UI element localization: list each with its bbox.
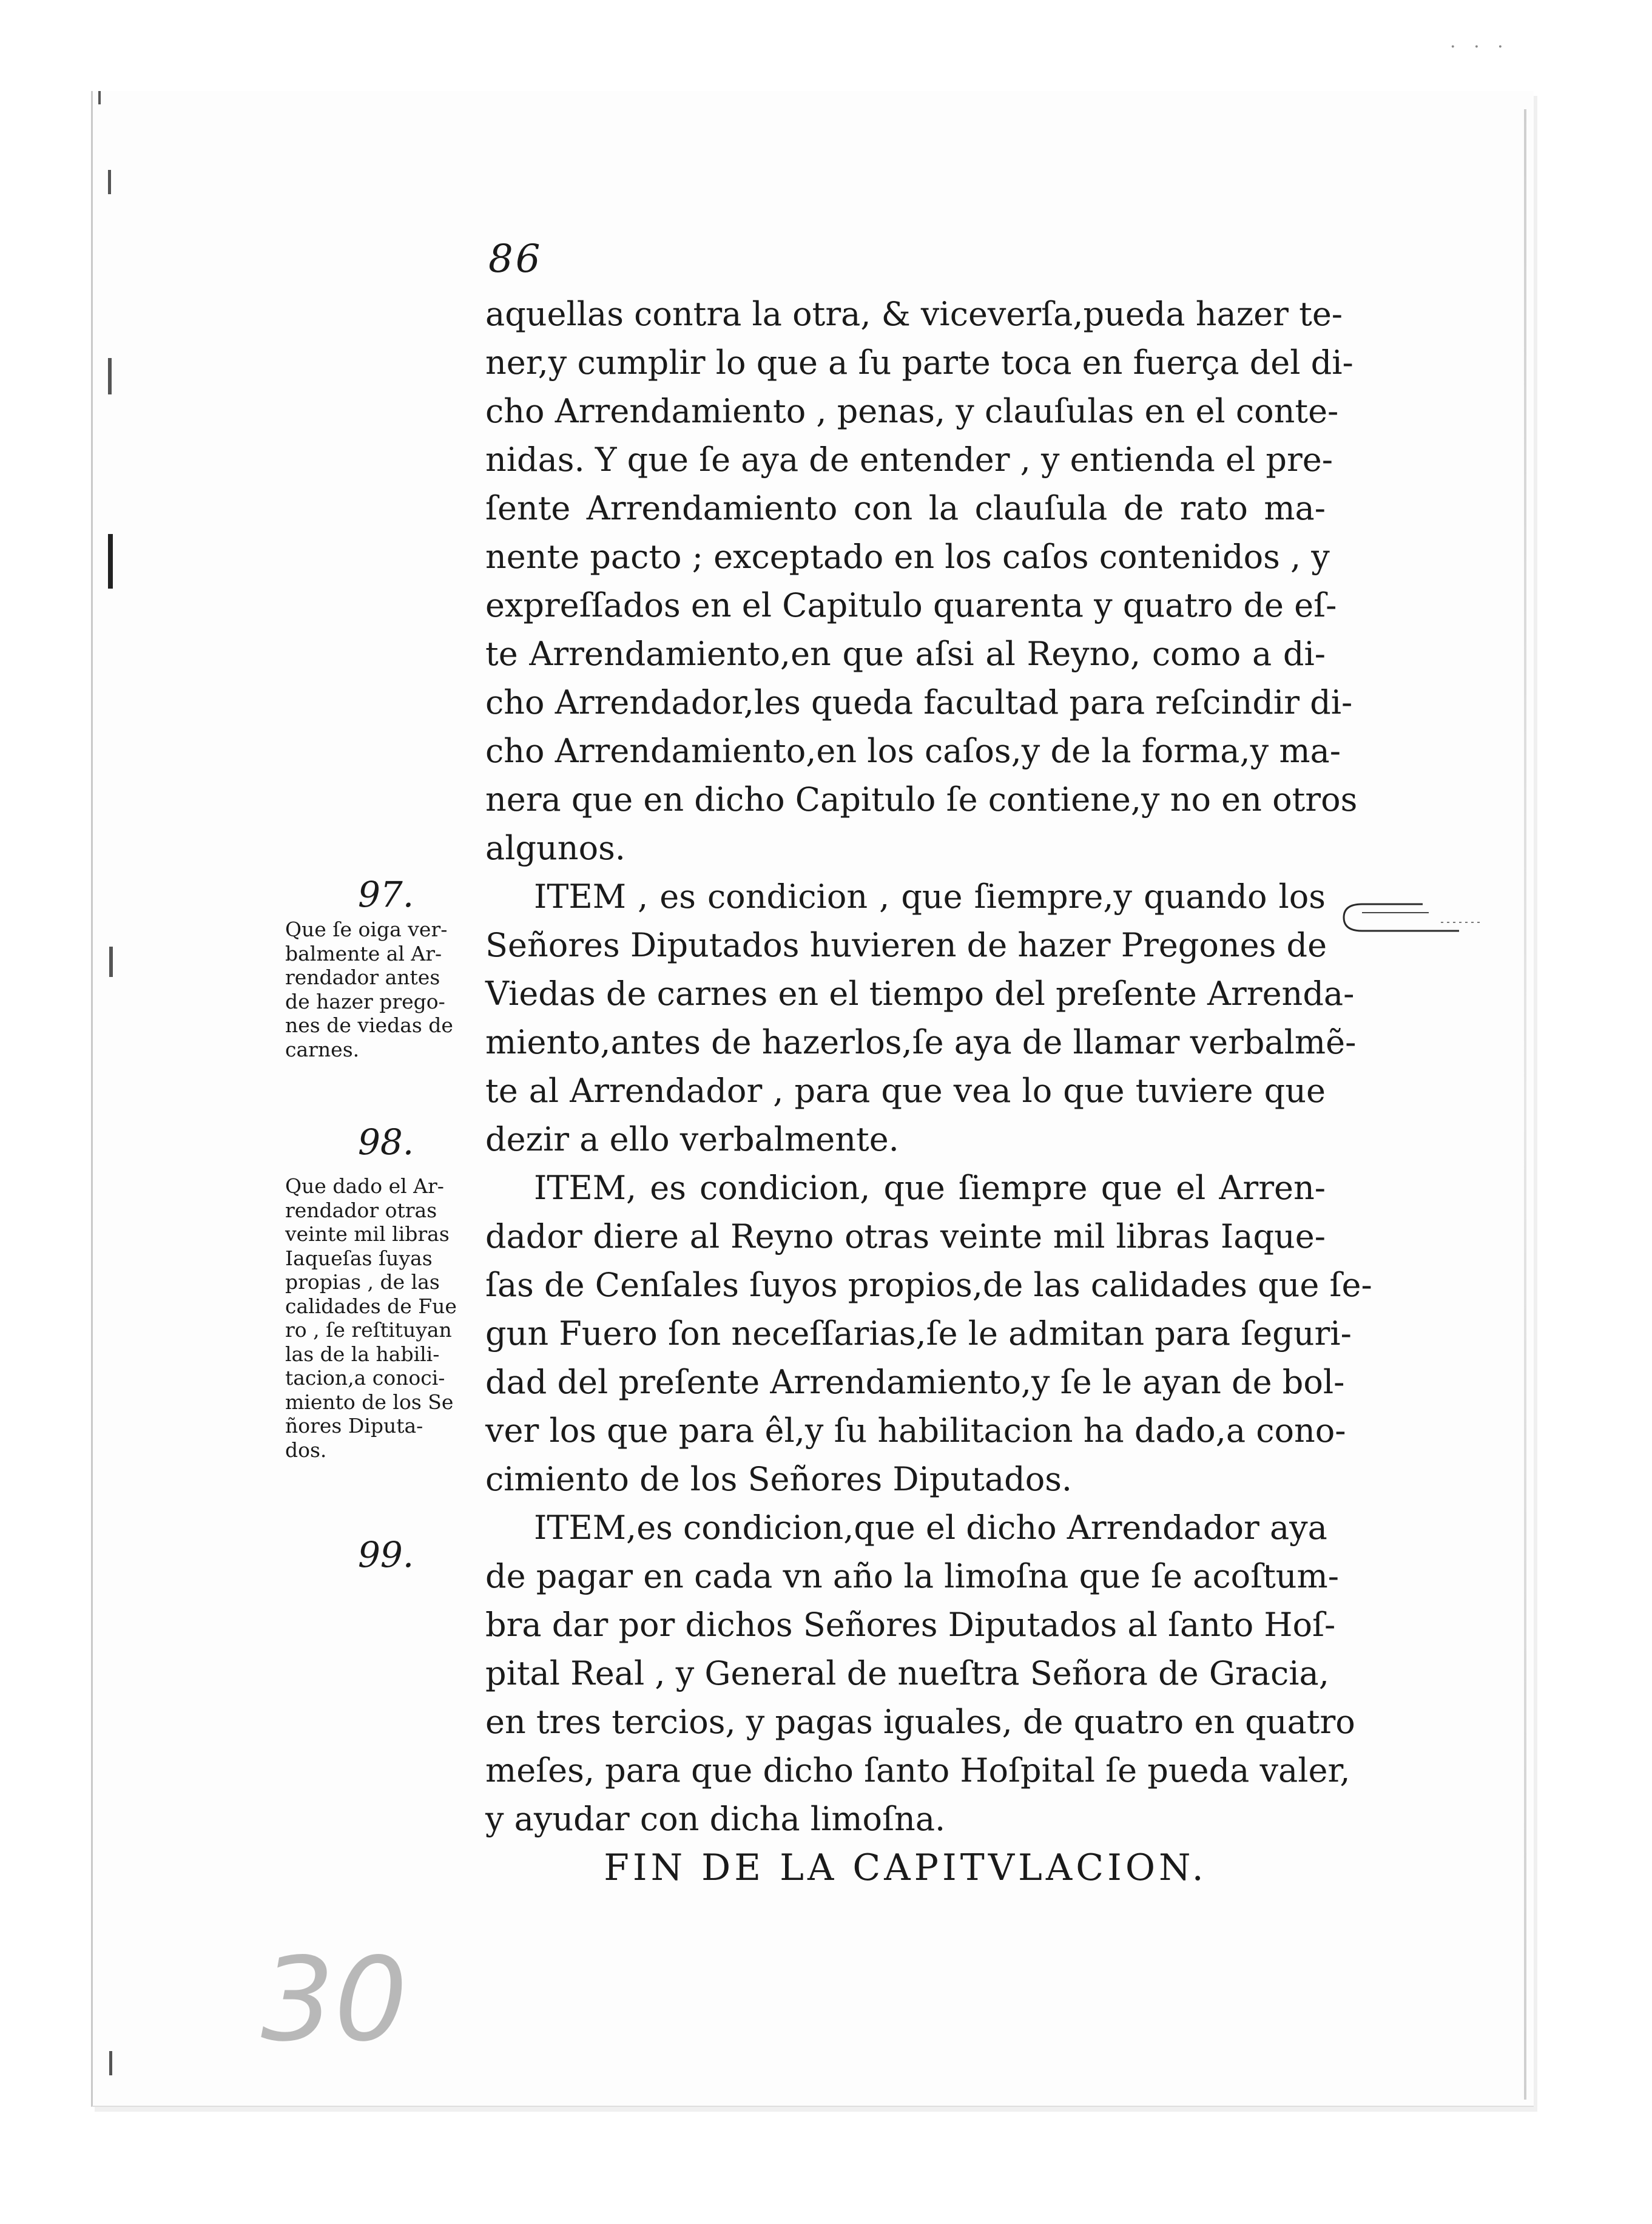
margin-note-line: balmente al Ar- <box>285 941 442 965</box>
text-line: dezir a ello verbalmente. <box>485 1120 899 1158</box>
text-line: cimiento de los Señores Diputados. <box>485 1460 1073 1498</box>
dust-specks: · · · <box>1450 36 1509 58</box>
margin-note-line: Iaqueſas ſuyas <box>285 1246 433 1270</box>
text-line: cho Arrendamiento,en los caſos,y de la forma,y ma- <box>485 732 1341 770</box>
binding-mark <box>108 358 112 394</box>
margin-note-line: rendador otras <box>285 1198 437 1222</box>
margin-note-line: ro , ſe reſtituyan <box>285 1318 452 1342</box>
text-line: Señores Diputados huvieren de hazer Pregones de <box>485 926 1327 964</box>
binding-mark <box>108 534 113 589</box>
margin-note-line: Que dado el Ar- <box>285 1174 444 1198</box>
paperclip-mark <box>1338 899 1483 936</box>
item-98-start: ITEM, es condicion, que ſiempre que el Arren- <box>534 1169 1326 1207</box>
text-line: ſente Arrendamiento con la clauſula de rato ma- <box>485 489 1326 527</box>
margin-note-line: tacion,a conoci- <box>285 1366 445 1390</box>
text-line: miento,antes de hazerlos,ſe aya de llamar verbalmẽ- <box>485 1023 1357 1061</box>
text-line: expreſſados en el Capitulo quarenta y quatro de eſ- <box>485 586 1337 624</box>
margin-note-97 <box>285 918 482 1061</box>
pencil-folio-number: 30 <box>261 1933 408 2067</box>
margin-note-line: propias , de las <box>285 1270 440 1294</box>
margin-number-99: 99. <box>358 1534 414 1575</box>
text-line: ſas de Cenſales ſuyos propios,de las calidades que ſe- <box>485 1266 1372 1304</box>
text-line: bra dar por dichos Señores Diputados al ſanto Hoſ- <box>485 1606 1336 1644</box>
margin-note-line: veinte mil libras <box>285 1222 450 1246</box>
text-line: te al Arrendador , para que vea lo que tuviere que <box>485 1072 1326 1110</box>
margin-note-line: de hazer prego- <box>285 989 445 1013</box>
text-line: meſes, para que dicho ſanto Hoſpital ſe pueda valer, <box>485 1751 1350 1790</box>
binding-mark <box>108 170 111 194</box>
text-line: pital Real , y General de nueſtra Señora de Gracia, <box>485 1654 1329 1692</box>
text-line: nidas. Y que ſe aya de entender , y entienda el pre- <box>485 441 1333 479</box>
text-line: ver los que para êl,y ſu habilitacion ha dado,a cono- <box>485 1411 1346 1450</box>
margin-note-line: dos. <box>285 1438 327 1462</box>
margin-note-line: nes de viedas de <box>285 1013 453 1037</box>
text-line: nera que en dicho Capitulo ſe contiene,y no en otros <box>485 780 1358 819</box>
binding-mark <box>98 91 101 104</box>
text-line: dador diere al Reyno otras veinte mil libras Iaque- <box>485 1217 1326 1256</box>
text-line: gun Fuero ſon neceſſarias,ſe le admitan para ſeguri- <box>485 1314 1352 1353</box>
margin-note-line: calidades de Fue <box>285 1294 457 1318</box>
text-line: en tres tercios, y pagas iguales, de quatro en quatro <box>485 1703 1355 1741</box>
binding-mark <box>109 947 113 977</box>
margin-note-line: carnes. <box>285 1037 360 1061</box>
text-line: ner,y cumplir lo que a ſu parte toca en fuerça del di- <box>485 343 1354 382</box>
text-line: Viedas de carnes en el tiempo del preſente Arrenda- <box>485 975 1355 1013</box>
closing-heading: FIN DE LA CAPITVLACION. <box>604 1847 1207 1889</box>
margin-note-line: miento de los Se <box>285 1390 454 1414</box>
margin-note-line: ñores Diputa- <box>285 1414 423 1438</box>
text-line: cho Arrendamiento , penas, y clauſulas en el conte- <box>485 392 1339 430</box>
text-line: dad del preſente Arrendamiento,y ſe le ayan de bol- <box>485 1363 1345 1401</box>
text-line: de pagar en cada vn año la limoſna que ſe acoſtum- <box>485 1557 1340 1595</box>
margin-note-line: Que ſe oiga ver- <box>285 918 448 941</box>
binding-mark <box>109 2051 112 2075</box>
margin-note-line: las de la habili- <box>285 1342 440 1366</box>
main-text-block <box>485 290 1372 1892</box>
text-line: te Arrendamiento,en que aſsi al Reyno, como a di- <box>485 635 1326 673</box>
text-line: cho Arrendador,les queda facultad para reſcindir di- <box>485 683 1353 722</box>
margin-number-98: 98. <box>358 1121 414 1163</box>
page-edge <box>1524 109 1526 2100</box>
margin-number-97: 97. <box>358 874 414 915</box>
text-line: aquellas contra la otra, & viceverſa,pueda hazer te- <box>485 295 1343 333</box>
item-99-start: ITEM,es condicion,que el dicho Arrendador aya <box>534 1509 1327 1547</box>
item-97-start: ITEM , es condicion , que ſiempre,y quando los <box>534 877 1326 916</box>
text-line: y ayudar con dicha limoſna. <box>485 1800 946 1838</box>
margin-note-98 <box>285 1174 482 1462</box>
text-line: algunos. <box>485 829 625 867</box>
page-number: 86 <box>488 237 543 282</box>
margin-note-line: rendador antes <box>285 965 440 989</box>
text-line: nente pacto ; exceptado en los caſos contenidos , y <box>485 538 1330 576</box>
